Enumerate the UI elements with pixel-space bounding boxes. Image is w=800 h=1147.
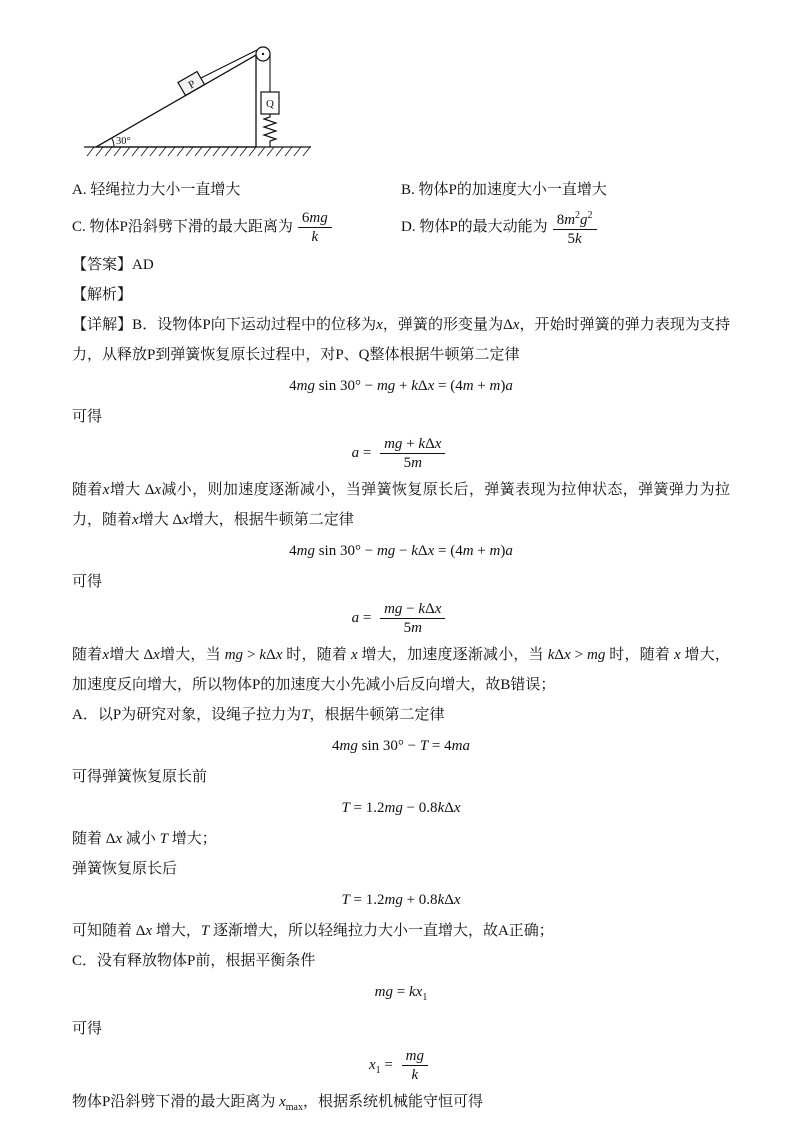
- analysis-label: 【解析】: [72, 287, 133, 303]
- pulley-axle: [262, 53, 264, 55]
- paragraph-4: 可得: [72, 574, 103, 590]
- block-q-label: Q: [266, 98, 274, 110]
- paragraph-12: 可得: [72, 1021, 103, 1037]
- paragraph-3: 随着x增大 Δx减小，则加速度逐渐减小，当弹簧恢复原长后，弹簧表现为拉伸状态，弹簧弹力为拉力，随着x增大 Δx增大，根据牛顿第二定律: [72, 482, 730, 528]
- paragraph-13: 物体P沿斜劈下滑的最大距离为 $x_{max}$，根据系统机械能守恒可得: [72, 1094, 483, 1113]
- paragraph-5: 随着x增大 Δx增大，当 mg > kΔx 时，随着 x 增大，加速度逐渐减小，当 kΔx > mg 时，随着 x 增大，加速度反向增大，所以物体P的加速度大小先减小后反向增大，故B错误；: [72, 647, 730, 693]
- paragraph-8: 随着 Δx 减小 T 增大；: [72, 831, 217, 847]
- equation-1: 4mg sin 30° − mg + kΔx = (4m + m)a: [289, 378, 513, 394]
- equation-4: a = $\frac{\text{mg − kΔx}}{5m}$: [72, 598, 730, 639]
- option-a: A. 轻绳拉力大小一直增大: [72, 182, 241, 198]
- angle-arc: [112, 138, 114, 147]
- options-row-1: [72, 175, 730, 205]
- paragraph-2: 可得: [72, 409, 103, 425]
- option-c: C. 物体P沿斜劈下滑的最大距离为 $\frac{6mg}{k}$: [72, 207, 401, 248]
- equation-3: 4mg sin 30° − mg − kΔx = (4m + m)a: [289, 543, 513, 559]
- equation-8: mg = $kx_1$: [374, 984, 428, 1003]
- equation-9: $x_1$ = $\frac{mg}{k}$: [72, 1045, 730, 1086]
- paragraph-10: 可知随着 Δx 增大，T 逐渐增大，所以轻绳拉力大小一直增大，故A正确；: [72, 923, 554, 939]
- answer-line: 【答案】AD: [72, 257, 154, 273]
- spring: [264, 114, 276, 147]
- equation-6: T = 1.2mg − 0.8kΔx: [341, 800, 461, 816]
- block-p-label: P: [186, 78, 198, 92]
- incline-triangle: [96, 55, 256, 147]
- equation-5: 4mg sin 30° − T = 4ma: [332, 738, 470, 754]
- angle-label: 30°: [116, 136, 131, 147]
- paragraph-11: C．没有释放物体P前，根据平衡条件: [72, 953, 316, 969]
- paragraph-1: 【详解】B．设物体P向下运动过程中的位移为x，弹簧的形变量为Δx，开始时弹簧的弹力表现为支持力，从释放P到弹簧恢复原长过程中，对P、Q整体根据牛顿第二定律: [72, 317, 730, 363]
- paragraph-6: A．以P为研究对象，设绳子拉力为T，根据牛顿第二定律: [72, 707, 445, 723]
- options-row-2: [72, 205, 730, 250]
- option-d: D. 物体P的最大动能为 $\frac{8m^2g^2}{5k}$: [401, 205, 730, 250]
- paragraph-9: 弹簧恢复原长后: [72, 861, 178, 877]
- physics-figure: [82, 46, 730, 165]
- ground-hatching: [87, 147, 310, 156]
- paragraph-7: 可得弹簧恢复原长前: [72, 769, 208, 785]
- incline-diagram-svg: [82, 46, 314, 160]
- equation-7: T = 1.2mg + 0.8kΔx: [341, 892, 461, 908]
- equation-2: a = $\frac{\text{mg + kΔx}}{5m}$: [72, 433, 730, 474]
- block-p: [178, 72, 205, 96]
- option-b: B. 物体P的加速度大小一直增大: [401, 182, 607, 198]
